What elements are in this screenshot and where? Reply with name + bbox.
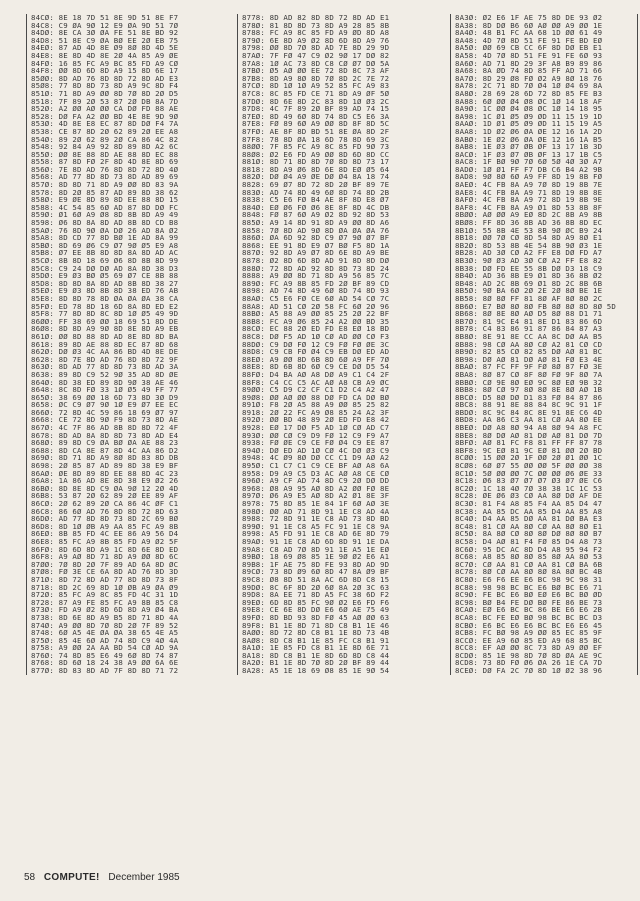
hex-line: 8C7Ø: CØ AA 81 CØ AA 81 CØ BA 6B: [455, 559, 603, 569]
hex-line: 88C8: DØ F5 AD 1Ø CØ AD ØØ CØ F3: [242, 331, 390, 341]
hex-line: 856Ø: 7E 8D AD 76 8D 8D 72 8D 4Ø: [31, 164, 179, 174]
hex-line: 8738: 8D 6E 8D A9 B5 8D 71 8D 4A: [31, 612, 179, 622]
hex-line: 8B2Ø: 8D 53 8B 4E 54 8B 9Ø Ø3 1E: [455, 240, 603, 250]
hex-line: 8A8Ø: 28 69 28 6D 72 8D 85 FE B3: [455, 88, 603, 98]
hex-line: 8778: 8D AD 82 8D 8D 72 8D AD E1: [242, 13, 390, 22]
hex-line: 8628: 8D 7E 8D AD 76 8D 8D 72 9F: [31, 354, 179, 364]
hex-line: 8C8Ø: E6 F6 EE E6 BC 98 9C 98 31: [455, 574, 603, 584]
hex-line: 878Ø: 81 8D 8D 73 8D A9 28 85 8B: [242, 20, 390, 30]
hex-line: 87C8: 8C 85 FD CE 71 8D A9 ØF 5Ø: [242, 88, 390, 98]
hex-line: 88DØ: C9 DØ FØ 12 C9 FØ FØ ØE 3C: [242, 339, 390, 349]
hex-line: 864Ø: 8D 38 ED 89 8D 9Ø 38 AE 46: [31, 377, 179, 387]
hex-line: 8BC8: 88 91 8E 88 84 8C 9C 91 1F: [455, 400, 603, 410]
hex-line: 8788: FC A9 8C 85 FD A9 ØD 8D A8: [242, 28, 390, 38]
hex-line: 8B18: ØØ 7Ø CØ 8D 54 8D A9 8Ø E1: [455, 233, 603, 243]
hex-line: 8C88: 98 98 BC BC E6 BØ BC E6 71: [455, 582, 603, 592]
hex-line: 8B68: 8Ø 8E 8Ø AØ D5 8Ø 88 D1 71: [455, 309, 603, 319]
hex-line: 84FØ: 16 85 FC A9 BC 85 FD A9 CØ: [31, 58, 179, 68]
hex-line: 8B88: 98 CØ AA 8Ø CØ A2 81 CØ CD: [455, 339, 603, 349]
hex-line: 8C3Ø: 81 F4 A8 85 F4 AA 85 D4 47: [455, 499, 603, 508]
hex-line: 87CØ: 8D 1Ø 1Ø A9 52 85 FC A9 83: [242, 81, 390, 91]
hex-line: 8888: A9 ØØ 8D 71 8D A9 56 85 7C: [242, 271, 390, 281]
hex-line: 8AA8: 1D Ø2 Ø6 ØA ØE 12 16 1A 2D: [455, 126, 603, 136]
hex-line: 88FØ: D4 BA AØ A8 DØ A9 C1 C4 2F: [242, 369, 390, 379]
hex-line: 86B8: 53 87 2Ø 62 89 2Ø EE 89 AF: [31, 491, 179, 501]
page-number: 58: [24, 872, 36, 883]
hex-line: 87B8: 8D A9 8Ø 8D 7Ø 8D 2C 7E 72: [242, 73, 390, 83]
hex-line: 8548: 92 84 A9 92 8D 89 8D A2 6C: [31, 142, 179, 152]
hex-line: 8988: 72 8D 91 1E C8 AD 73 8D BD: [242, 514, 390, 524]
hex-line: 8A78: 2C 71 8D 7Ø Ø4 1Ø Ø4 69 8A: [455, 81, 603, 91]
hex-line: 8BB8: 8Ø CØ 97 8Ø 8Ø 8E 8Ø AØ 1B: [455, 385, 603, 395]
hex-line: 88B8: FC A9 Ø6 85 24 A2 ØØ BD 35: [242, 316, 390, 326]
hex-line: 8868: EE 91 8D E9 Ø7 BØ F5 8D 1A: [242, 240, 390, 250]
hex-line: 88ØØ: 7F 85 FC A9 8C 85 FD 9Ø 73: [242, 142, 390, 152]
hex-line: 898Ø: ØØ AD 71 8D 91 1E C8 AD 4A: [242, 506, 390, 516]
hex-line: 8828: 69 Ø7 8D 72 8D 2Ø BF 89 7E: [242, 180, 390, 190]
hex-line: 8A18: 8D C8 B1 1E 8D 6D 8D C8 44: [242, 650, 390, 660]
hex-line: 882Ø: DØ Ø4 A9 ØE DØ Ø4 8A 18 74: [242, 172, 390, 182]
hex-line: 8BF8: 9C EØ 81 9C EØ 81 ØØ 2Ø BD: [455, 445, 603, 455]
hex-line: 89D8: 8A EE 71 8D A5 FC 38 6D F2: [242, 590, 390, 600]
hex-line: 84D8: 51 8E C9 ØA BØ EE 2Ø EB 75: [31, 35, 179, 45]
hex-line: 86BØ: 8D 8E 8D C9 ØA 9Ø 12 2Ø 4D: [31, 483, 179, 493]
hex-line: 88A8: AD 51 CØ 2Ø 58 FC 6Ø 2Ø 96: [242, 301, 390, 311]
hex-line: 85A8: 8D CD 77 8D BØ 1E AD 8A 99: [31, 233, 179, 243]
hex-line: 8ACØ: 1F Ø3 Ø7 ØB ØF 13 17 1B C5: [455, 149, 603, 159]
hex-line: 8668: CE 72 8D 9Ø F9 8D 73 8D AE: [31, 415, 179, 425]
hex-line: 8C38: AA 85 DC AA 85 D4 AA 85 A8: [455, 506, 603, 516]
hex-line: 87D8: 4C 7F 89 2Ø BF 89 AD 74 15: [242, 104, 390, 114]
hex-line: 8BE8: 8Ø DØ AØ 81 DØ AØ 81 DØ 7D: [455, 430, 603, 440]
hex-line: 891Ø: F8 2Ø A5 88 A9 ØØ 85 25 82: [242, 400, 390, 410]
hex-line: 8538: CE 87 8D 2Ø 62 89 2Ø EE A8: [31, 126, 179, 136]
hex-line: 8A7Ø: 8D 29 Ø8 FØ Ø2 A9 8Ø 18 76: [455, 73, 603, 83]
hex-line: 8968: Ø8 A9 95 AØ 8D A2 ØØ FØ 8E: [242, 483, 390, 493]
hex-line: 8AFØ: 4C FB 8A A9 72 8D 19 8B 9E: [455, 195, 603, 205]
hex-listing-column-3: [450, 14, 638, 675]
hex-line: 8AØ8: 8D C8 B1 1E 85 FC C8 B1 91: [242, 635, 390, 645]
hex-line: 8CA8: BC FE EØ BØ 98 BC BC BC D3: [455, 612, 603, 622]
hex-line: 888Ø: 72 8D AD 92 8D 8D 73 8D 24: [242, 263, 390, 273]
hex-line: 85ØØ: 8D AD 76 8D 8D 72 8D AD E3: [31, 73, 179, 83]
hex-line: 87BØ: Ø5 AØ ØØ EE 72 8D 8C 73 AF: [242, 66, 390, 76]
hex-line: 89Ø8: ØØ AØ ØØ 88 DØ FD CA DØ BØ: [242, 392, 390, 402]
hex-line: 8858: 7Ø 8D AD 9Ø 8D ØA ØA ØA 76: [242, 225, 390, 235]
hex-line: 8C78: 8Ø CØ AA 8Ø 8Ø 8A 8Ø BC 4B: [455, 567, 603, 577]
hex-line: 8BD8: AA 86 C3 AA 81 CØ AA 8Ø EE: [455, 415, 603, 425]
hex-line: 87EØ: 8D 49 6Ø 8D 74 8D C5 E6 3A: [242, 111, 390, 121]
hex-line: 8A58: 4D 7Ø 8D 51 FE 91 FE 6Ø 93: [455, 50, 603, 60]
hex-line: 8A2Ø: B1 1E 8D 7Ø 8D 2Ø BF 89 44: [242, 658, 390, 668]
hex-line: 8AAØ: 1D Ø1 Ø5 Ø9 ØD 11 15 19 A5: [455, 119, 603, 129]
hex-line: 86ØØ: FF 38 69 ØØ 18 69 51 8D DE: [31, 316, 179, 326]
hex-line: 868Ø: 89 8D C9 ØA BØ ØA AE 88 23: [31, 438, 179, 448]
hex-line: 84F8: ØØ 8D 6D 8D A9 15 8D 6E 17: [31, 66, 179, 76]
hex-line: 86F8: A9 AØ 8D 71 8D A9 ØØ 8D 6C: [31, 552, 179, 562]
hex-line: 88EØ: A9 ØØ 8D 6B 8D 6Ø A9 FF 7Ø: [242, 354, 390, 364]
hex-line: 8AF8: 4C FB 8A A9 Ø1 8D 53 8B 8F: [455, 202, 603, 212]
hex-line: 87AØ: 7F FØ 47 C9 Ø2 9Ø 17 DØ 82: [242, 50, 390, 60]
hex-line: 85Ø8: 77 8D 8D 73 8D A9 9C 8D F4: [31, 81, 179, 91]
hex-line: 8ADØ: 1Ø Ø1 FF F7 DB C6 B4 A2 9B: [455, 164, 603, 174]
hex-line: 88F8: C4 CC C5 AC AØ A8 CB A9 ØC: [242, 377, 390, 387]
hex-line: 883Ø: AD 74 8D 49 6Ø 8D 74 8D 2B: [242, 187, 390, 197]
hex-line: 89A8: C8 AD 7Ø 8D 91 1E A5 1E EØ: [242, 544, 390, 554]
hex-line: 8B7Ø: 81 9C E4 81 8E D1 83 86 6D: [455, 316, 603, 326]
hex-line: 885Ø: A9 14 8D 91 8D A9 ØØ 8D A6: [242, 218, 390, 228]
hex-line: 855Ø: ØØ 8E 88 8D AE 88 8D EC 88: [31, 149, 179, 159]
hex-line: 88D8: C9 CB FØ Ø4 C9 EB DØ ED AD: [242, 347, 390, 357]
hex-line: 8A5Ø: ØØ 69 CB CC 6F 8D DØ EB E1: [455, 43, 603, 53]
hex-line: 89C8: Ø8 8D 51 8A AC 6D 8D C8 15: [242, 574, 390, 584]
hex-line: 8A68: 8A ØD 74 8D 85 FF AD 71 66: [455, 66, 603, 76]
hex-line: 89FØ: 8D BD 93 8D FØ 45 AØ ØØ 63: [242, 612, 390, 622]
hex-line: 85F8: 77 8D 8D 8C 8D 1Ø Ø5 49 9D: [31, 309, 179, 319]
hex-line: 8748: 6Ø A5 4E ØA ØA 38 65 4E A5: [31, 628, 179, 638]
hex-line: 894Ø: DØ ED AD 1Ø CØ 4C DØ Ø3 C9: [242, 445, 390, 455]
hex-line: 862Ø: DØ Ø3 4C AA 86 BD 4D 8E DE: [31, 347, 179, 357]
hex-line: 897Ø: Ø6 A9 E5 AØ 8D A2 Ø1 8E 3F: [242, 491, 390, 501]
hex-line: 8AEØ: 4C FB 8A A9 7Ø 8D 19 8B 7E: [455, 180, 603, 190]
hex-line: 86Ø8: 8D 8D A9 9Ø 8D 8E 8D A9 EB: [31, 324, 179, 334]
hex-line: 8AE8: 4C FB 8A A9 71 8D 19 8B 8E: [455, 187, 603, 197]
hex-line: 87A8: 1Ø AC 73 8D C8 CØ Ø7 DØ 5A: [242, 58, 390, 68]
hex-line: 87E8: FØ 89 6Ø A9 ØØ 8D 8F 8D 5C: [242, 119, 390, 129]
hex-line: 899Ø: 91 1E C8 A5 FC 91 1E C8 9A: [242, 521, 390, 531]
hex-line: 8AØØ: 8D 72 8D C8 B1 1E 8D 73 4B: [242, 628, 390, 638]
hex-line: 89B8: 1F AE 75 8D FE 93 8D AD 9D: [242, 559, 390, 569]
hex-line: 8A38: 8D DØ B6 6Ø AØ ØØ A9 ØØ 1E: [455, 20, 603, 30]
hex-line: 8A4Ø: 48 B1 FC AA 68 1D ØØ 61 49: [455, 28, 603, 38]
hex-line: 876Ø: 74 8D 85 E6 49 6Ø 8D 74 87: [31, 650, 179, 660]
hex-line: 8BCØ: D5 8Ø DØ D1 83 FØ 84 87 86: [455, 392, 603, 402]
hex-line: 8CD8: 73 8D FØ Ø6 ØA 26 1E CA 7D: [455, 658, 603, 668]
hex-line: 8848: FØ 87 6Ø A9 Ø2 8D 92 8D 53: [242, 210, 390, 220]
hex-line: 85CØ: 8B 8D 18 69 Ø6 8D 8B 8D 99: [31, 256, 179, 265]
hex-line: 8C5Ø: 8A 8Ø CØ 8Ø 8Ø DØ 8Ø 8Ø B7: [455, 529, 603, 539]
hex-line: 8C2Ø: 1C 18 4Ø 7Ø 38 38 1C 1C 53: [455, 483, 603, 493]
hex-line: 865Ø: 38 69 ØØ 18 6D 73 8D 3Ø D9: [31, 392, 179, 402]
hex-line: 8648: 8C 8D FØ 33 1Ø Ø5 49 FF 77: [31, 385, 179, 395]
hex-line: 86EØ: 8B 85 FD 4C EE 86 A9 56 D4: [31, 529, 179, 539]
hex-line: 867Ø: 4C 7F 86 AD 8B 8D 8D 72 4F: [31, 423, 179, 433]
hex-line: 89ØØ: C5 D9 C2 CF C1 D2 C4 A2 47: [242, 385, 390, 395]
hex-line: 852Ø: A2 ØØ AØ ØØ CA DØ FD 88 AE: [31, 104, 179, 114]
hex-line: 895Ø: C1 C7 C1 C9 CE BF AØ A8 6A: [242, 461, 390, 471]
hex-line: 8638: 89 8D C9 52 9Ø 35 AD 8D ØE: [31, 369, 179, 379]
hex-line: 89BØ: 18 69 Ø8 85 1E 9Ø Ø2 E6 A1: [242, 552, 390, 562]
hex-line: 8BFØ: AØ 81 FC F8 81 FF FF 87 78: [455, 438, 603, 448]
hex-line: 877Ø: 8D 83 8D AD 7F 8D 8D 71 72: [31, 666, 179, 676]
hex-line: 8B6Ø: E7 BØ 8Ø 8Ø FB 8Ø 8Ø 8D 8Ø 5D: [455, 301, 616, 311]
hex-line: 8C58: D4 AØ 81 F4 FØ 85 D4 A8 73: [455, 536, 603, 546]
hex-line: 8588: 4C 54 85 6Ø AD 87 8D DØ FC: [31, 202, 179, 212]
hex-line: 84DØ: 8E CA 3Ø ØA FE 51 8E BD 92: [31, 28, 179, 38]
hex-line: 88Ø8: Ø2 E6 FD A9 ØØ 8D 6D 8D CC: [242, 149, 390, 159]
hex-line: 8ABØ: 1E Ø2 Ø6 ØA ØE 12 16 1A B5: [455, 134, 603, 144]
hex-line: 8C1Ø: 5Ø ØØ ØØ 7C ØØ ØØ Ø6 ØE 33: [455, 468, 603, 478]
hex-line: 8CDØ: 85 1E 98 8D 7Ø 8D ØA AE 9C: [455, 650, 603, 660]
hex-line: 8B58: 8Ø 8Ø FF 81 8Ø AF 8Ø 8Ø 2C: [455, 293, 603, 303]
hex-line: 886Ø: ØA 6D 92 8D C9 Ø7 9Ø Ø7 BF: [242, 233, 390, 243]
hex-line: 854Ø: 89 2Ø 62 89 2Ø CA 86 4C 82: [31, 134, 179, 144]
hex-line: 8CCØ: EE A9 6Ø 85 ED A9 68 85 BC: [455, 635, 603, 645]
hex-line: 8CC8: EF AØ ØØ 8C 73 8D A9 ØØ EF: [455, 643, 603, 653]
hex-line: 866Ø: 72 8D 4C 59 86 18 69 Ø7 97: [31, 407, 179, 417]
hex-line: 8B28: AD 3Ø CØ A2 FF E8 DØ FD A7: [455, 248, 603, 258]
hex-line: 8A28: A5 1E 18 69 Ø8 85 1E 9Ø 54: [242, 666, 390, 676]
hex-line: 884Ø: EØ Ø6 FØ Ø6 8E 8F 8D 4C DB: [242, 202, 390, 212]
hex-line: 8578: 8D 2Ø 85 87 AD 89 8D 38 62: [31, 187, 179, 197]
hex-line: 85D8: 8D 8D 8A 8D AD 8B 8D 38 27: [31, 278, 179, 288]
hex-line: 8658: ØC C9 Ø7 9Ø 1Ø E9 Ø7 EE EC: [31, 400, 179, 410]
hex-line: 8C48: 81 CØ AA 8Ø CØ AA 8Ø 8Ø E1: [455, 521, 603, 531]
hex-line: 85AØ: 76 8D 9Ø ØA DØ 26 AD 8A Ø2: [31, 225, 179, 235]
hex-line: 89E8: CE 6E 8D DØ E6 6Ø AE 75 49: [242, 605, 390, 615]
hex-line: 859Ø: Ø1 6Ø A9 Ø8 8D 8B 8D A9 49: [31, 210, 179, 220]
hex-line: 85BØ: 8D 69 Ø6 C9 Ø7 9Ø Ø5 E9 A8: [31, 240, 179, 250]
hex-line: 893Ø: ØØ CØ C9 D9 FØ 12 C9 F9 A7: [242, 430, 390, 440]
hex-line: 8BØØ: AØ ØØ A9 EØ 8D 2C 8B A9 8B: [455, 210, 603, 220]
hex-line: 858Ø: E9 ØE 8D 89 8D EE 88 8D 15: [31, 195, 179, 205]
hex-line: 8B9Ø: 82 85 CØ 82 85 DØ AØ 81 BC: [455, 347, 603, 357]
hex-line: 871Ø: 8D 72 8D AD 77 8D 8D 73 8F: [31, 574, 179, 584]
hex-line: 8BDØ: 8C 9C 84 8C 8E 91 8E C6 4D: [455, 407, 603, 417]
hex-line: 879Ø: 6E 8D A9 Ø2 8D 6D 8D A9 76: [242, 35, 390, 45]
hex-line: 8B1Ø: 55 8B 4E 53 8B 9Ø ØC B9 24: [455, 225, 603, 235]
hex-line: 8518: 7F 89 2Ø 53 87 2Ø DB 8A 7D: [31, 96, 179, 106]
hex-line: 85EØ: E9 Ø3 8D 8B 8D 38 ED 76 AB: [31, 286, 179, 296]
hex-line: 8818: 8D A9 Ø6 8D 6E 8D EØ Ø5 64: [242, 164, 390, 174]
hex-line: 8BEØ: DØ A8 8Ø 94 A8 8Ø 94 A8 FC: [455, 423, 603, 433]
hex-line: 85C8: C9 24 DØ DØ AD 8A 8D 38 D3: [31, 263, 179, 273]
hex-line: 85B8: Ø7 EE 8B 8D 8D 8A 8D AD AC: [31, 248, 179, 258]
hex-line: 86C8: 86 6Ø AD 76 8D 8D 72 8D 63: [31, 506, 179, 516]
hex-line: 8C98: BØ B4 FE DØ BØ FE 86 BE 73: [455, 597, 603, 607]
hex-line: 86A8: 1A 86 AD 8E 8D 38 E9 Ø2 26: [31, 476, 179, 486]
hex-line: 8928: EØ 17 DØ F5 AD 1Ø CØ AD C7: [242, 423, 390, 433]
hex-line: 8978: 75 8D 85 1E 84 1F 6Ø AØ 3E: [242, 499, 390, 508]
hex-line: 87DØ: 8D 6E 8D 2C 83 8D 1Ø Ø3 2C: [242, 96, 390, 106]
hex-line: 84E8: 8E 8D 4D 8E 2Ø 4A 85 A9 ØE: [31, 50, 179, 60]
magazine-title: COMPUTE!: [43, 872, 100, 883]
hex-line: 8A48: 4D 7Ø 8D 51 FE 91 FE BD EØ: [455, 35, 603, 45]
hex-line: 8678: 8D AD 8A 8D 8D 73 8D AD E4: [31, 430, 179, 440]
hex-line: 8CØ8: 6Ø Ø7 55 ØØ ØØ 5F ØØ ØØ 38: [455, 461, 603, 471]
page-footer: [24, 872, 180, 883]
hex-line: 84EØ: 87 AD 4D 8E Ø9 8Ø 8D 4D 5E: [31, 43, 179, 53]
hex-line: 86AØ: ØE 8D 89 8D EE 88 8D 4C 23: [31, 468, 179, 478]
hex-line: 8718: 8D 2C 69 8D 1Ø ØB A9 ØA Ø9: [31, 582, 179, 592]
hex-line: 89AØ: 91 1E C8 AD 6D 8D 91 1E DA: [242, 536, 390, 546]
hex-line: 8A98: 1C Ø1 Ø5 Ø9 ØD 11 15 19 1D: [455, 111, 603, 121]
hex-line: 8698: 2Ø 85 87 AD 89 8D 38 E9 BF: [31, 461, 179, 471]
hex-line: 8B38: DØ FD EE 55 8B DØ D3 18 C9: [455, 263, 603, 273]
hex-line: 8C4Ø: D4 AA 85 DØ AA 81 DØ BA E3: [455, 514, 603, 524]
hex-line: 8CEØ: DØ FA 2C 7Ø 8D 1Ø Ø2 38 96: [455, 666, 603, 676]
hex-line: 857Ø: 8D 8D 71 8D A9 ØØ 8D 83 9A: [31, 180, 179, 190]
hex-line: 86FØ: 8D 6D 8D A9 1C 8D 6E 8D ED: [31, 544, 179, 554]
hex-line: 84CØ: 8E 18 7D 51 8E 9D 51 8E F7: [31, 13, 179, 22]
hex-line: 85E8: 8D 8D 78 8D ØA ØA ØA 38 CA: [31, 293, 179, 303]
hex-line: 8B5Ø: 9Ø BA 6Ø 2Ø 2E 2Ø 8Ø BE 1E: [455, 286, 603, 296]
hex-line: 8C68: A8 85 8Ø 8Ø 85 8Ø AA 8Ø 53: [455, 552, 603, 562]
hex-line: 88AØ: C5 E6 FØ CE 6Ø AD 54 CØ 7C: [242, 293, 390, 303]
hex-line: 8C28: ØE Ø6 Ø3 CØ AA 8Ø DØ AF DE: [455, 491, 603, 501]
hex-line: 89EØ: 6D 8D 85 FC 9Ø Ø2 E6 FD F6: [242, 597, 390, 607]
hex-line: 87F8: 78 8D ØA 18 6D 78 8D 69 3C: [242, 134, 390, 144]
issue-date: December 1985: [108, 872, 180, 883]
hex-listing-column-2: [237, 14, 448, 675]
hex-line: 8B3Ø: 9Ø Ø3 AD 3Ø CØ A2 FF E8 82: [455, 256, 603, 265]
hex-line: 8838: C5 E6 FØ B4 AE 8F 8D E8 Ø7: [242, 195, 390, 205]
hex-line: 84C8: C9 ØA 9Ø 12 E9 ØA 9D 51 7Ø: [31, 20, 179, 30]
hex-line: 8568: AD 77 8D 8D 73 8D AD 89 69: [31, 172, 179, 182]
hex-line: 8C18: Ø6 83 Ø7 Ø7 Ø7 Ø3 Ø7 ØE C6: [455, 476, 603, 486]
hex-line: 8A1Ø: 1E 85 FD C8 B1 1E 8D 6E 71: [242, 643, 390, 653]
hex-line: 8998: A5 FD 91 1E C8 AD 6E 8D 79: [242, 529, 390, 539]
hex-line: 8688: 8D CA 8E 87 8D 4C AA 86 D2: [31, 445, 179, 455]
hex-line: 892Ø: ØØ BD 48 89 2Ø ED FD E8 42: [242, 415, 390, 425]
hex-line: 86CØ: 2Ø 62 89 2Ø CA 86 4C ØF C1: [31, 499, 179, 508]
hex-line: 88E8: 8D 6B 8D 6Ø C9 CE DØ D5 54: [242, 362, 390, 372]
hex-line: 869Ø: 8D 71 8D A9 8Ø 8D 83 8D DB: [31, 453, 179, 463]
hex-line: 875Ø: 85 4E 6Ø AD 74 8D C9 4Ø 4A: [31, 635, 179, 645]
hex-line: 8948: 4C Ø9 8Ø DØ CC C1 D9 AØ A2: [242, 453, 390, 463]
hex-line: 872Ø: 85 FC A9 8C 85 FD 4C 31 1D: [31, 590, 179, 600]
hex-line: 8A9Ø: 1C ØØ Ø4 Ø8 ØC 1Ø 14 18 95: [455, 104, 603, 114]
hex-line: 88CØ: EC 88 2Ø ED FD E8 EØ 18 BD: [242, 324, 390, 334]
hex-line: 887Ø: 92 8D A9 Ø7 8D 6E 8D A9 BE: [242, 248, 390, 258]
hex-line: 8AD8: 9Ø 8Ø 6Ø A9 FF 8D 19 8B FØ: [455, 172, 603, 182]
hex-line: 8558: 87 8D FØ 2F 8D 4D 8E 8D 69: [31, 157, 179, 167]
hex-line: 874Ø: A9 ØØ 8D 7Ø 8D 2Ø 7F 89 52: [31, 620, 179, 630]
hex-line: 873Ø: FD A9 Ø2 8D 6D 8D A9 Ø4 BA: [31, 605, 179, 615]
hex-line: 863Ø: 8D AD 77 8D 8D 73 8D AD 3A: [31, 362, 179, 372]
hex-line: 8A6Ø: AD 71 8D 29 3F A8 B9 89 86: [455, 58, 603, 68]
hex-line: 8B78: C4 83 86 91 87 86 84 87 A3: [455, 324, 603, 334]
hex-line: 86D8: 8D 1Ø ØB A9 AA 85 FC A9 8B: [31, 521, 179, 531]
hex-line: 861Ø: ØØ 8D 88 8D AD 8E 8D 8D BA: [31, 331, 179, 341]
hex-line: 881Ø: 8D 71 8D 8D 7Ø 8D 8D 73 17: [242, 157, 390, 167]
hex-line: 86DØ: AD 77 8D 8D 73 8D 2C 69 BØ: [31, 514, 179, 524]
hex-line: 8898: AD 74 8D 49 6Ø 8D 74 8D 93: [242, 286, 390, 296]
hex-line: 8528: DØ FA A2 ØØ BD 4E 8E 9D 9Ø: [31, 111, 179, 121]
hex-line: 8CB8: FC BØ 98 A9 ØØ 85 EC 85 9F: [455, 628, 603, 638]
hex-line: 88BØ: A5 88 A9 ØØ 85 25 2Ø 22 BF: [242, 309, 390, 319]
hex-line: 8758: A9 ØØ 2A AA BD 54 CØ AD 9A: [31, 643, 179, 653]
hex-line: 8A3Ø: Ø2 E6 1F AE 75 8D DE 93 Ø2: [455, 13, 603, 22]
hex-line: 89CØ: 73 8D Ø9 6Ø 8D 47 8A Ø9 BF: [242, 567, 390, 577]
hex-line: 8C9Ø: FE BC E6 BØ EØ E6 BC BØ ØD: [455, 590, 603, 600]
hex-line: 8BAØ: 87 FC FF 9F FØ 8Ø 87 FØ 3E: [455, 362, 603, 372]
hex-line: 8CØØ: 15 ØØ 2Ø 1F ØØ 2Ø Ø1 ØØ 1C: [455, 453, 603, 463]
hex-line: 8878: Ø2 8D 6D 8D AD 91 8D 8D DØ: [242, 256, 390, 265]
hex-line: 8BØ8: FF 8D 36 8B AD 36 8B 8D EC: [455, 218, 603, 228]
hex-line: 8798: ØØ 8D 7Ø 8D AD 7E 8D 29 9D: [242, 43, 390, 53]
hex-line: 851Ø: 71 8D A9 ØØ 8D 7Ø 8D 2Ø D5: [31, 88, 179, 98]
hex-line: 87FØ: AE 8F 8D BD 51 8E ØA 8D 2F: [242, 126, 390, 136]
hex-line: 8B8Ø: 8E 91 8E CC AA 8C DØ AA B5: [455, 331, 603, 341]
hex-line: 8918: 2Ø 22 FC A9 Ø8 85 24 A2 3F: [242, 407, 390, 417]
hex-line: 8B4Ø: AD 36 8B E9 Ø1 8D 36 8B Ø2: [455, 271, 603, 281]
hex-line: 8BA8: 8Ø 87 CØ 8F 8Ø FØ 9F 8Ø 7A: [455, 369, 603, 379]
hex-line: 8938: FØ ØE C9 CE FØ Ø4 C9 EE 87: [242, 438, 390, 448]
hex-line: 8618: 89 8D AE 88 8D EC 87 8D 68: [31, 339, 179, 349]
hex-line: 8958: D9 A9 C5 D3 AC AØ A8 CE CØ: [242, 468, 390, 478]
hex-line: 8C6Ø: 95 DC AC 8D D4 A8 95 94 F2: [455, 544, 603, 554]
hex-line: 8CBØ: E6 BC E6 E6 BC BC E6 E6 45: [455, 620, 603, 630]
hex-line: 8598: Ø6 8D 8A 8D AD 8B 8D CD B8: [31, 218, 179, 228]
hex-line: 8AB8: 1E Ø3 Ø7 ØB ØF 13 17 1B 3D: [455, 142, 603, 152]
hex-line: 889Ø: FC A9 8B 85 FD 2Ø BF 89 CD: [242, 278, 390, 288]
hex-line: 8768: 8D 6Ø 18 24 38 A9 ØØ 6A 6E: [31, 658, 179, 668]
hex-line: 8AC8: 1F BØ 9Ø 7Ø 6Ø 5Ø 4Ø 3Ø A7: [455, 157, 603, 167]
hex-line: 8B98: DØ AØ 81 DØ AØ 81 FØ E3 4E: [455, 354, 603, 364]
hex-line: 87ØØ: 7Ø 8D 2Ø 7F 89 AD 6A 8D ØC: [31, 559, 179, 569]
hex-line: 89F8: B1 1E 8D 71 8D C8 B1 1E 46: [242, 620, 390, 630]
hex-listing-column-1: [26, 14, 237, 675]
hex-line: 8A88: 6Ø ØØ Ø4 Ø8 ØC 1Ø 14 18 AF: [455, 96, 603, 106]
hex-line: 8B48: AD 2C 8B 69 Ø1 8D 2C 8B 6B: [455, 278, 603, 288]
hex-line: 89DØ: 8C 6F 8D 2Ø 6Ø 8A 2Ø 3C 63: [242, 582, 390, 592]
hex-line: 85DØ: E9 Ø3 BØ Ø5 69 Ø7 CE 8B 88: [31, 271, 179, 281]
hex-line: 85FØ: ED 78 8D 18 6D 8A 8D ED E2: [31, 301, 179, 311]
hex-line: 896Ø: A9 CF AD 74 8D C9 2Ø DØ DD: [242, 476, 390, 486]
hex-line: 8CAØ: EØ E6 BC BC 86 BE E6 E6 2B: [455, 605, 603, 615]
hex-line: 853Ø: 4D 8E E8 EC 87 8D DØ F4 7A: [31, 119, 179, 129]
hex-line: 86E8: 85 FC A9 8B 85 FD A9 Ø2 5F: [31, 536, 179, 546]
hex-line: 87Ø8: FØ 3E CE 6A 8D AD 76 8D 3D: [31, 567, 179, 577]
hex-line: 8BBØ: CØ 9E 8Ø EØ 9C 8Ø EØ 9B 32: [455, 377, 603, 387]
hex-line: 8728: 87 A9 FE 85 FC A9 8B 85 C8: [31, 597, 179, 607]
